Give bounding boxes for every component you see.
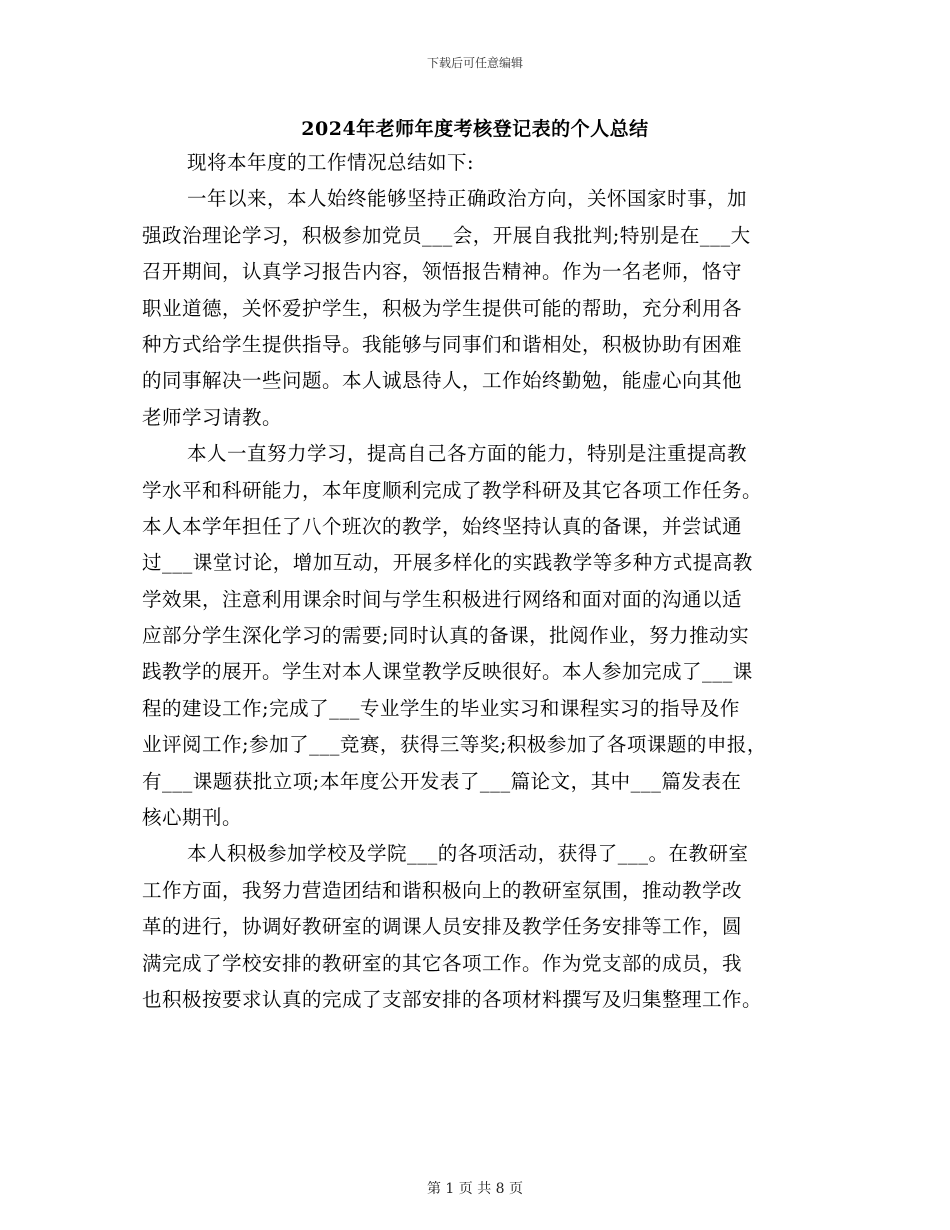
- document-title: 2024年老师年度考核登记表的个人总结: [301, 118, 649, 140]
- paragraph-line: 的同事解决一些问题。本人诚恳待人，工作始终勤勉，能虚心向其他: [142, 369, 743, 393]
- paragraph-line: 也积极按要求认真的完成了支部安排的各项材料撰写及归集整理工作。: [142, 987, 763, 1011]
- paragraph-line: 本人积极参加学校及学院___的各项活动，获得了___。在教研室: [187, 842, 749, 866]
- paragraph-line: 一年以来，本人始终能够坚持正确政治方向，关怀国家时事，加: [187, 187, 748, 211]
- paragraph-line: 强政治理论学习，积极参加党员___会，开展自我批判;特别是在___大: [142, 223, 751, 247]
- paragraph-line: 学效果，注意利用课余时间与学生积极进行网络和面对面的沟通以适: [142, 587, 743, 611]
- document-body: [142, 145, 832, 1018]
- intro-paragraph: [142, 145, 832, 181]
- paragraph-line: 职业道德，关怀爱护学生，积极为学生提供可能的帮助，充分利用各: [142, 296, 743, 320]
- paragraph-line: 有___课题获批立项;本年度公开发表了___篇论文，其中___篇发表在: [142, 769, 742, 793]
- paragraph-1: [142, 181, 832, 436]
- paragraph-line: 革的进行，协调好教研室的调课人员安排及教学任务安排等工作，圆: [142, 915, 743, 939]
- paragraph-line: 应部分学生深化学习的需要;同时认真的备课，批阅作业，努力推动实: [142, 624, 750, 648]
- paragraph-line: 种方式给学生提供指导。我能够与同事们和谐相处，积极协助有困难: [142, 332, 743, 356]
- header-note: 下载后可任意编辑: [426, 56, 523, 70]
- paragraph-line: 过___课堂讨论，增加互动，开展多样化的实践教学等多种方式提高教: [142, 551, 753, 575]
- paragraph-line: 学水平和科研能力，本年度顺利完成了教学科研及其它各项工作任务。: [142, 478, 763, 502]
- paragraph-line: 老师学习请教。: [142, 405, 283, 429]
- paragraph-line: 工作方面，我努力营造团结和谐积极向上的教研室氛围，推动教学改: [142, 878, 743, 902]
- paragraph-line: 本人一直努力学习，提高自己各方面的能力，特别是注重提高教: [187, 442, 748, 466]
- paragraph-line: 现将本年度的工作情况总结如下:: [187, 151, 475, 174]
- paragraph-line: 满完成了学校安排的教研室的其它各项工作。作为党支部的成员，我: [142, 951, 743, 975]
- paragraph-line: 本人本学年担任了八个班次的教学，始终坚持认真的备课，并尝试通: [142, 514, 743, 538]
- paragraph-line: 践教学的展开。学生对本人课堂教学反映很好。本人参加完成了___课: [142, 660, 753, 684]
- paragraph-line: 召开期间，认真学习报告内容，领悟报告精神。作为一名老师，恪守: [142, 260, 743, 284]
- paragraph-line: 程的建设工作;完成了___专业学生的毕业实习和课程实习的指导及作: [142, 696, 740, 720]
- page-number-footer: 第 1 页 共 8 页: [426, 1181, 524, 1197]
- paragraph-2: [142, 436, 832, 836]
- paragraph-line: 核心期刊。: [142, 806, 243, 830]
- paragraph-3: [142, 836, 832, 1018]
- paragraph-line: 业评阅工作;参加了___竞赛，获得三等奖;积极参加了各项课题的申报，: [142, 733, 767, 757]
